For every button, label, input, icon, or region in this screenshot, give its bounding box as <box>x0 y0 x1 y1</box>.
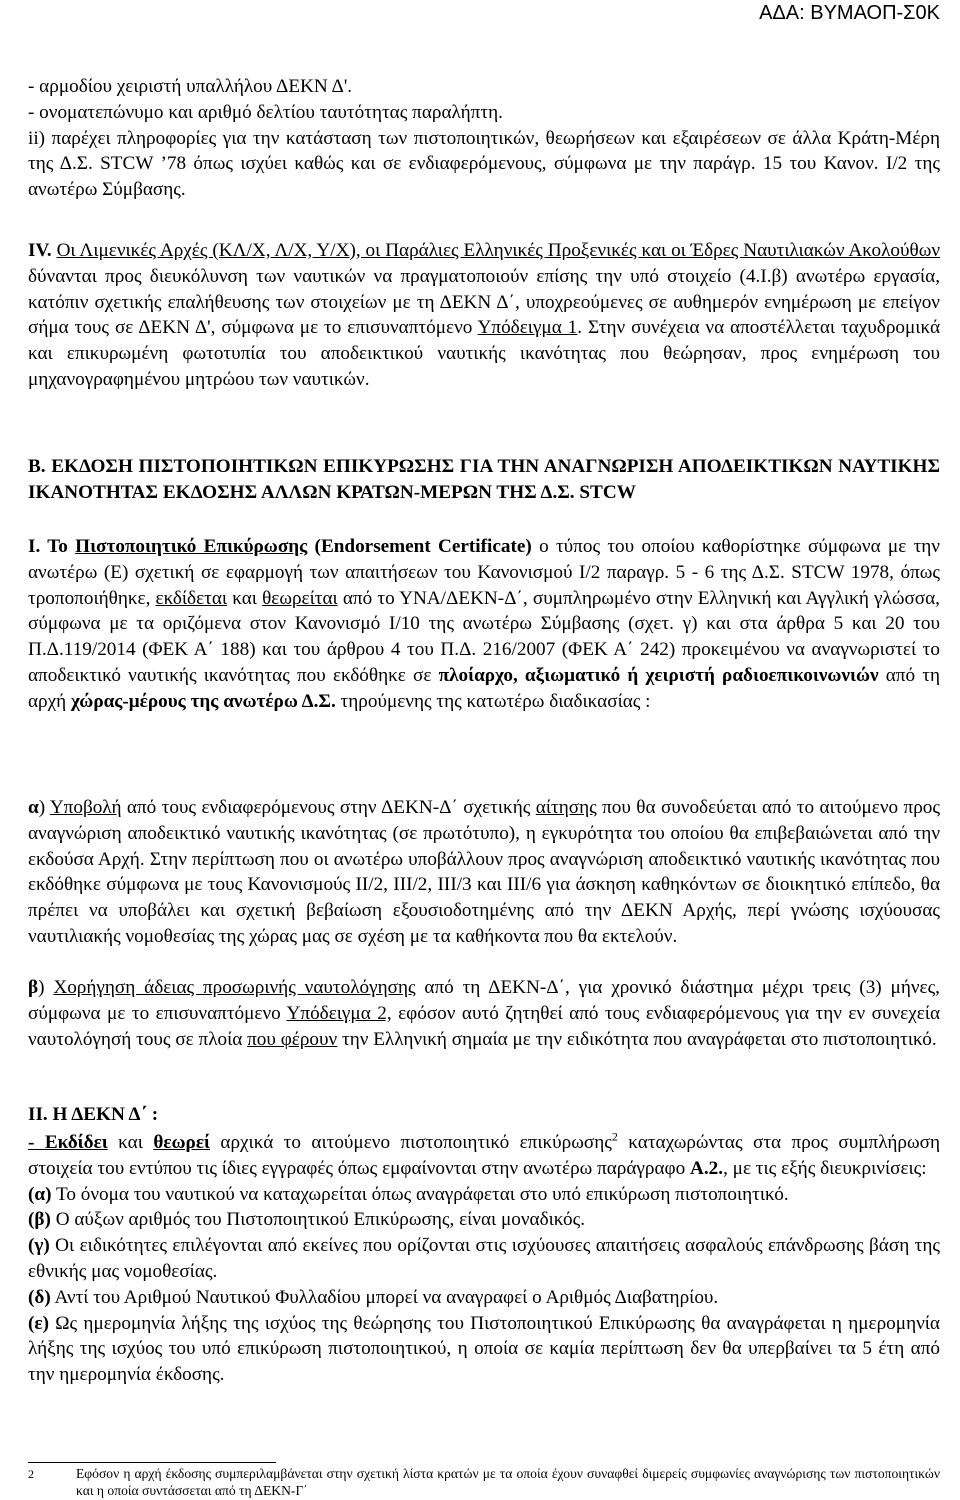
list-item-text: Αντί του Αριθμού Ναυτικού Φυλλαδίου μπορεί να αναγραφεί ο Αριθμός Διαβατηρίου. <box>50 1286 719 1308</box>
issued-term: εκδίδεται <box>155 587 228 609</box>
paragraph-b-label: β <box>28 977 39 998</box>
list-item-label: (γ) <box>28 1235 50 1257</box>
section-i-text-2: από το ΥΝΑ/ΔΕΚΝ-Δ΄, συμπληρωμένο στην Ελληνική και Αγγλική γλώσσα, σύμφωνα με τα οριζόμενα στον Κανονισμό Ι/10 της ανωτέρω Σύμβασης (σχετ. γ) και στα άρθρα 5 και 20 του Π.Δ.119/2014 (ΦΕΚ Α΄ 188) και του άρθρου 4 του Π.Δ. 216/2007 (ΦΕΚ Α΄ 242) προκειμένου να αναγνωριστεί το αποδεικτικό ναυτικής ικανότητας που εκδόθηκε σε <box>28 587 940 686</box>
section-i-lead: Ι. Το <box>28 536 76 557</box>
list-item <box>28 1207 940 1233</box>
list-item-label: (β) <box>28 1209 51 1231</box>
section-i-text-1: ο τύπος του οποίου καθορίστηκε σύμφωνα με την ανωτέρω (Ε) σχετική σε εφαρμογή των απαιτήσεων του Κανονισμού Ι/2 παραγρ. 5 - 6 της Δ.Σ. STCW 1978, όπως τροποποιήθηκε, <box>28 536 940 609</box>
section-ii-text-2: καταχωρώντας στα προς συμπλήρωση στοιχεία του εντύπου τις ίδιες εγγραφές όπως εμφαίνονται στην ανωτέρω παράγραφο <box>28 1132 940 1179</box>
intro-line-3: ii) παρέχει πληροφορίες για την κατάσταση των πιστοποιητικών, θεωρήσεων και εξαιρέσεων σε άλλα Κράτη-Μέρη της Δ.Σ. STCW ’78 όπως ισχύει καθώς και σε ενδιαφερόμενους, σύμφωνα με την παράγρ. 15 του Κανον. Ι/2 της ανωτέρω Σύμβασης. <box>28 127 940 201</box>
document-page <box>28 0 940 1497</box>
list-item-label: (α) <box>28 1183 52 1205</box>
list-item-text: Ο αύξων αριθμός του Πιστοποιητικού Επικύρωσης, είναι μοναδικός. <box>50 1209 586 1231</box>
section-ii-and: και <box>107 1132 154 1153</box>
footnote <box>28 1466 940 1500</box>
footnote-divider <box>28 1462 276 1463</box>
intro-line-2: - ονοματεπώνυμο και αριθμό δελτίου ταυτότητας παραλήπτη. <box>28 101 503 123</box>
application-term: αίτησης <box>535 797 597 818</box>
section-i-roles: πλοίαρχο, αξιωματικό ή χειριστή ραδιοεπικοινωνιών <box>438 664 879 686</box>
paragraph-a-paren: ) <box>38 797 50 818</box>
endorsed-term: θεωρείται <box>262 587 338 609</box>
sample-1-link: Υπόδειγμα 1 <box>477 317 578 339</box>
section-i-country: χώρας-μέρους της ανωτέρω Δ.Σ. <box>70 690 336 712</box>
section-i <box>28 534 940 715</box>
list-item-text: Το όνομα του ναυτικού να καταχωρείται όπως αναγράφεται στο υπό επικύρωση πιστοποιητικό. <box>51 1183 789 1205</box>
section-ii-text-1: αρχικά το αιτούμενο πιστοποιητικό επικύρωσης <box>209 1132 612 1153</box>
submission-term: Υποβολή <box>49 797 122 818</box>
sample-2-link: Υπόδειγμα 2, <box>286 1002 392 1024</box>
section-ii-heading: ΙΙ. Η ΔΕΚΝ Δ΄ : <box>28 1104 159 1125</box>
section-iv-number: IV. <box>28 240 52 261</box>
section-iv-text-1: δύνανται προς διευκόλυνση των ναυτικών να πραγματοποιούν επίσης την υπό στοιχείο (4.Ι.β) ανωτέρω εργασία, κατόπιν σχετικής επαλήθευσης των στοιχείων με τη ΔΕΚΝ Δ΄, υποχρεούμενες σε αυθημερόν ενημέρωση με επείγον σήμα τους σε ΔΕΚΝ Δ', σύμφωνα με το επισυναπτόμενο <box>28 265 940 339</box>
section-ii-intro <box>28 1130 940 1182</box>
section-ii-text-3: , με τις εξής διευκρινίσεις: <box>723 1157 927 1179</box>
section-i-and: και <box>227 587 263 609</box>
section-ii-ref: Α.2. <box>690 1157 724 1179</box>
ada-code: ΑΔΑ: ΒΥΜΑΟΠ-Σ0Κ <box>759 2 940 24</box>
section-ii-body <box>28 1130 940 1388</box>
section-i-text-4: τηρούμενης της κατωτέρω διαδικασίας : <box>335 690 651 712</box>
paragraph-a <box>28 795 940 950</box>
footnote-mark: 2 <box>28 1467 34 1481</box>
list-item <box>28 1311 940 1388</box>
list-item-label: (δ) <box>28 1286 51 1308</box>
paragraph-a-text-1: από τους ενδιαφερόμενους στην ΔΕΚΝ-Δ΄ σχετικής <box>121 797 536 818</box>
endorsement-certificate-term: Πιστοποιητικό Επικύρωσης <box>75 536 308 557</box>
footnote-text: Εφόσον η αρχή έκδοσης συμπεριλαμβάνεται στην σχετική λίστα κρατών με τα οποία έχουν συναφθεί διμερείς συμφωνίες αναγνώρισης των πιστοποιητικών και η οποία συντάσσεται από τη ΔΕΚΝ-Γ΄ <box>76 1466 940 1498</box>
endorses-term: θεωρεί <box>153 1132 210 1153</box>
list-item-text: Ως ημερομηνία λήξης της ισχύος της θεώρησης του Πιστοποιητικού Επικύρωσης θα αναγράφεται η ημερομηνία λήξης της ισχύος του υπό επικύρωση πιστοποιητικού, η οποία σε καμία περίπτωση δεν θα υπερβαίνει τα 5 έτη από την ημερομηνία έκδοσης. <box>28 1312 940 1386</box>
paragraph-b-text-2: εφόσον αυτό ζητηθεί από τους ενδιαφερόμενους για την εν συνεχεία ναυτολόγησή τους σε πλοία <box>28 1002 940 1050</box>
paragraph-b <box>28 975 940 1052</box>
intro-line-1: - αρμοδίου χειριστή υπαλλήλου ΔΕΚΝ Δ'. <box>28 76 353 97</box>
list-item-text: Οι ειδικότητες επιλέγονται από εκείνες που ορίζονται στις ισχύουσες απαιτήσεις ασφαλούς επάνδρωσης βάση της εθνικής μας νομοθεσίας. <box>28 1235 940 1282</box>
list-item <box>28 1182 940 1208</box>
ships-term: που φέρουν <box>247 1028 338 1050</box>
intro-block <box>28 74 940 203</box>
section-b-heading: Β. ΕΚΔΟΣΗ ΠΙΣΤΟΠΟΙΗΤΙΚΩΝ ΕΠΙΚΥΡΩΣΗΣ ΓΙΑ ΤΗΝ ΑΝΑΓΝΩΡΙΣΗ ΑΠΟΔΕΙΚΤΙΚΩΝ ΝΑΥΤΙΚΗΣ ΙΚΑΝΟΤΗΤΑΣ ΕΚΔΟΣΗΣ ΑΛΛΩΝ ΚΡΑΤΩΝ-ΜΕΡΩΝ ΤΗΣ Δ.Σ. STCW <box>28 456 940 503</box>
footnote-ref: 2 <box>611 1129 618 1144</box>
section-i-text-3: από τη αρχή <box>28 664 940 712</box>
issues-term: - Εκδίδει <box>28 1132 108 1153</box>
paragraph-b-paren: ) <box>38 977 54 998</box>
section-iv-text-2: . Στην συνέχεια να αποστέλλεται ταχυδρομικά και επικυρωμένη φωτοτυπία του αποδεικτικού ναυτικής ικανότητας που θεώρησαν, προς ενημέρωση του μηχανογραφημένου μητρώου των ναυτικών. <box>28 317 940 390</box>
paragraph-b-text-3: την Ελληνική σημαία με την ειδικότητα που αναγράφεται στο πιστοποιητικό. <box>337 1028 937 1050</box>
paragraph-b-text-1: από τη ΔΕΚΝ-Δ΄, για χρονικό διάστημα μέχρι τρεις (3) μήνες, σύμφωνα με το επισυναπτόμενο <box>28 977 940 1024</box>
temporary-permit-term: Χορήγηση άδειας προσωρινής ναυτολόγησης <box>53 977 416 998</box>
list-item <box>28 1233 940 1285</box>
list-item-label: (ε) <box>28 1312 49 1334</box>
paragraph-a-label: α <box>28 797 39 818</box>
paragraph-a-text-2: που θα συνοδεύεται από το αιτούμενο προς αναγνώριση αποδεικτικό ναυτικής ικανότητας (σε πρωτότυπο), η εγκυρότητα του οποίου θα επιβεβαιώνεται από την εκδούσα Αρχή. Στην περίπτωση που οι ανωτέρω υποβάλλουν προς αναγνώριση αποδεικτικό ναυτικής ικανότητας που εκδόθηκε σύμφωνα με τους Κανονισμούς ΙΙ/2, ΙΙΙ/2, ΙΙΙ/3 και ΙΙΙ/6 για άσκηση καθηκόντων σε διοικητικό επίπεδο, θα πρέπει να υποβάλει και σχετική βεβαίωση εξουσιοδοτημένης από την ΔΕΚΝ Αρχής, περί γνώσης ισχύουσας ναυτιλιακής νομοθεσίας της χώρας μας σε σχέση με τα καθήκοντα που θα εκτελούν. <box>28 797 940 947</box>
section-iv-authorities: Οι Λιμενικές Αρχές (ΚΛ/Χ, Λ/Χ, Υ/Χ), οι Παράλιες Ελληνικές Προξενικές και οι Έδρες Ναυτιλιακών Ακολούθων <box>56 240 941 261</box>
section-iv <box>28 238 940 393</box>
endorsement-certificate-english: (Endorsement Certificate) <box>307 536 532 557</box>
list-item <box>28 1285 940 1311</box>
